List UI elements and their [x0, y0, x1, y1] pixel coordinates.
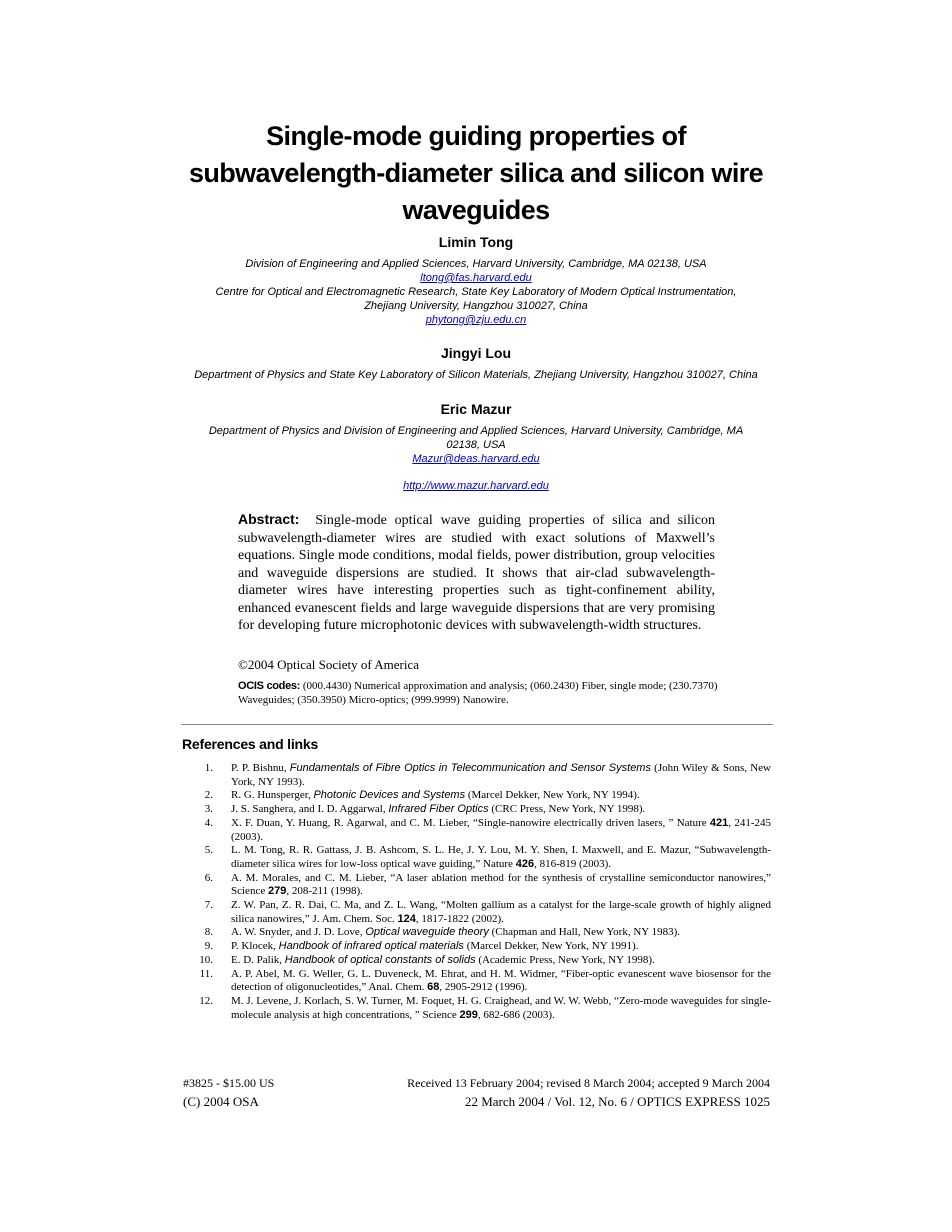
reference-volume: 421 [709, 816, 729, 829]
reference-title: Handbook of infrared optical materials [278, 940, 464, 953]
reference-number: 11. [199, 967, 213, 980]
reference-item [0, 926, 952, 940]
title-line-3: waveguides [402, 195, 550, 225]
author-name-2: Jingyi Lou [441, 345, 511, 361]
reference-text [231, 803, 771, 817]
affiliation-line: Division of Engineering and Applied Sciences, Harvard University, Cambridge, MA 02138, USA [245, 258, 707, 270]
reference-item [0, 940, 952, 954]
reference-text [231, 926, 771, 940]
affiliation-line: Zhejiang University, Hangzhou 310027, China [364, 300, 588, 312]
author-3-email-link[interactable]: Mazur@deas.harvard.edu [412, 453, 540, 465]
reference-text [231, 817, 771, 844]
reference-item [0, 789, 952, 803]
ocis-text: (000.4430) Numerical approximation and analysis; (060.2430) Fiber, single mode; (230.7370) Waveguides; (350.3950) Micro-optics; (999.9999) Nanowire. [238, 680, 718, 706]
affiliation-line: Department of Physics and Division of Engineering and Applied Sciences, Harvard University, Cambridge, MA [208, 425, 744, 437]
author-1-email-link-2[interactable]: phytong@zju.edu.cn [425, 314, 527, 326]
abstract [238, 511, 715, 635]
reference-item [0, 762, 952, 789]
reference-segment: (Chapman and Hall, New York, NY 1983). [488, 926, 680, 939]
reference-number: 9. [204, 940, 213, 953]
reference-item [0, 968, 952, 995]
reference-volume: 68 [427, 981, 440, 994]
reference-volume: 426 [515, 857, 535, 870]
reference-segment: J. S. Sanghera, and I. D. Aggarwal, [231, 803, 389, 816]
reference-item [0, 817, 952, 844]
reference-number: 3. [204, 803, 213, 816]
reference-segment: (John Wiley & Sons, New York, NY 1993). [231, 762, 771, 788]
ocis-label: OCIS codes: [238, 680, 301, 692]
reference-text [231, 968, 771, 995]
reference-segment: A. P. Abel, M. G. Weller, G. L. Duveneck, M. Ehrat, and H. M. Widmer, “Fiber-optic evanescent wave biosensor for the detection of oligonucleotides,” Anal. Chem. [231, 967, 771, 994]
footer-copyright: (C) 2004 OSA [183, 1094, 259, 1109]
reference-text [231, 899, 771, 926]
reference-item [0, 872, 952, 899]
reference-segment: P. P. Bishnu, [231, 762, 290, 774]
author-3-affiliations [170, 424, 782, 466]
reference-segment: A. W. Snyder, and J. D. Love, [231, 926, 366, 939]
reference-title: Photonic Devices and Systems [313, 789, 466, 802]
abstract-label: Abstract: [238, 511, 300, 527]
reference-item [0, 954, 952, 968]
website-link[interactable]: http://www.mazur.harvard.edu [403, 480, 549, 492]
reference-number: 1. [204, 762, 213, 774]
reference-segment: , 816-819 (2003). [534, 857, 612, 870]
reference-number: 5. [204, 844, 213, 857]
reference-text [231, 940, 771, 954]
reference-text [231, 844, 771, 871]
affiliation-line: Department of Physics and State Key Laboratory of Silicon Materials, Zhejiang University, Hangzhou 310027, China [194, 369, 758, 381]
reference-segment: , 208-211 (1998). [286, 885, 363, 898]
reference-segment: , 1817-1822 (2002). [415, 912, 504, 925]
reference-number: 4. [204, 816, 213, 829]
paper-title [150, 118, 802, 229]
reference-segment: L. M. Tong, R. R. Gattass, J. B. Ashcom, S. L. He, J. Y. Lou, M. Y. Shen, I. Maxwell, and E. Mazur, “Subwavelength-diameter silica wires for low-loss optical wave guiding,” Nature [231, 844, 771, 870]
footer-price: #3825 - $15.00 US [183, 1076, 275, 1090]
reference-title: Fundamentals of Fibre Optics in Telecommunication and Sensor Systems [289, 762, 651, 774]
reference-title: Handbook of optical constants of solids [284, 953, 476, 966]
footer-received-dates: Received 13 February 2004; revised 8 March 2004; accepted 9 March 2004 [407, 1076, 770, 1090]
reference-title: Optical waveguide theory [365, 926, 489, 939]
reference-list [0, 762, 952, 1022]
reference-title: Infrared Fiber Optics [388, 803, 489, 816]
reference-number: 8. [204, 926, 213, 939]
footer-journal-info: 22 March 2004 / Vol. 12, No. 6 / OPTICS EXPRESS 1025 [464, 1094, 770, 1109]
affiliation-line: 02138, USA [446, 439, 506, 451]
author-2-affiliations [100, 368, 852, 382]
reference-segment: , 682-686 (2003). [477, 1008, 555, 1021]
reference-item [0, 995, 952, 1022]
author-1-affiliations [170, 257, 782, 327]
copyright-notice: ©2004 Optical Society of America [238, 657, 419, 672]
reference-number: 10. [199, 953, 213, 966]
reference-text [231, 762, 771, 789]
reference-segment: (Academic Press, New York, NY 1998). [475, 953, 655, 966]
reference-text [231, 995, 771, 1022]
reference-segment: E. D. Palik, [231, 953, 285, 966]
reference-segment: X. F. Duan, Y. Huang, R. Agarwal, and C. M. Lieber, “Single-nanowire electrically driven lasers, ” Nature [231, 816, 710, 829]
author-name-3: Eric Mazur [440, 401, 512, 417]
reference-text [231, 954, 771, 968]
reference-item [0, 899, 952, 926]
section-divider [181, 724, 773, 725]
reference-segment: A. M. Morales, and C. M. Lieber, “A laser ablation method for the synthesis of crystalline semiconductor nanowires,” Science [231, 871, 771, 898]
title-line-2: subwavelength-diameter silica and silicon wire [188, 158, 764, 188]
title-line-1: Single-mode guiding properties of [266, 121, 686, 151]
reference-segment: M. J. Levene, J. Korlach, S. W. Turner, M. Foquet, H. G. Craighead, and W. W. Webb, “Zero-mode waveguides for single-molecule analysis at high concentrations, ” Science [231, 994, 771, 1021]
reference-number: 12. [199, 994, 213, 1007]
author-1-email-link[interactable]: ltong@fas.harvard.edu [420, 272, 532, 284]
reference-segment: , 2905-2912 (1996). [439, 981, 528, 994]
reference-number: 6. [204, 871, 213, 884]
abstract-text: Single-mode optical wave guiding properties of silica and silicon subwavelength-diameter wires are studied with exact solutions of Maxwell’s equations. Single mode conditions, modal fields, power distribution, group velocities and waveguide dispersions are studied. It shows that air-clad subwavelength-diameter wires have interesting properties such as tight-confinement ability, enhanced evanescent fields and large waveguide dispersions that are very promising for developing future microphotonic devices with subwavelength-width structures. [238, 513, 715, 633]
reference-segment: (Marcel Dekker, New York, NY 1991). [463, 940, 639, 953]
affiliation-line: Centre for Optical and Electromagnetic Research, State Key Laboratory of Modern Optical Instrumentation, [215, 286, 737, 298]
reference-text [231, 789, 771, 803]
reference-segment: P. Klocek, [231, 940, 279, 953]
reference-segment: , 241-245 (2003). [231, 816, 771, 843]
reference-item [0, 844, 952, 871]
website-container [170, 479, 782, 493]
reference-segment: (CRC Press, New York, NY 1998). [488, 803, 646, 816]
reference-segment: R. G. Hunsperger, [231, 789, 314, 802]
reference-volume: 279 [267, 885, 287, 898]
reference-segment: Z. W. Pan, Z. R. Dai, C. Ma, and Z. L. Wang, “Molten gallium as a catalyst for the large-scale growth of highly aligned silica nanowires,” J. Am. Chem. Soc. [231, 899, 771, 925]
reference-text [231, 872, 771, 899]
reference-volume: 124 [397, 912, 416, 925]
reference-segment: (Marcel Dekker, New York, NY 1994). [465, 789, 640, 802]
reference-number: 2. [204, 789, 213, 802]
reference-item [0, 803, 952, 817]
reference-number: 7. [204, 899, 213, 912]
author-name-1: Limin Tong [438, 234, 514, 250]
ocis-codes [238, 679, 718, 707]
references-heading: References and links [182, 736, 319, 752]
reference-volume: 299 [459, 1008, 478, 1021]
